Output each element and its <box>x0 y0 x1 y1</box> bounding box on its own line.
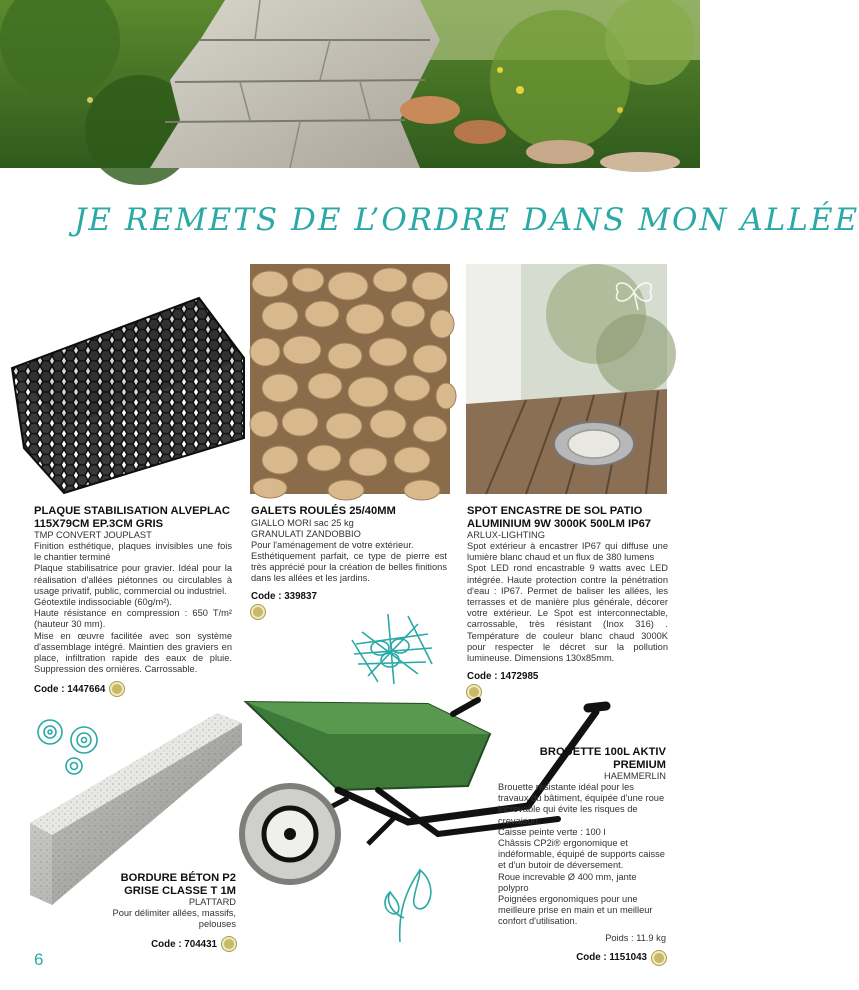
nest-doodle-icon <box>348 604 436 690</box>
desc-line: Caisse peinte verte : 100 l <box>498 826 606 837</box>
hex-grid-photo <box>4 288 248 498</box>
desc-line: Pour délimiter allées, massifs, pelouses <box>112 908 236 930</box>
product-code: Code : 1472985 <box>467 671 539 683</box>
product-brand: TMP CONVERT JOUPLAST <box>34 530 152 540</box>
clover-doodle-icon <box>606 270 662 314</box>
product-brand: GIALLO MORI sac 25 kg <box>251 517 354 528</box>
product-description <box>86 908 236 930</box>
desc-line: Châssis CP2i® ergonomique et indéformable, équipé de supports caisse et d'un butoir de déversement. <box>498 838 665 871</box>
desc-line: Finition esthétique, plaques invisibles une fois le chantier terminé <box>34 541 232 563</box>
product-code: Code : 704431 <box>151 938 217 950</box>
product-galets <box>251 505 447 619</box>
product-brand: PLATTARD <box>188 897 236 907</box>
desc-line: Spot extérieur à encastrer IP67 qui diffuse une lumière blanc chaud et un flux de 380 lumens <box>467 541 668 563</box>
product-code-row <box>498 951 666 965</box>
product-code-row <box>34 682 232 696</box>
page-number: 6 <box>34 950 44 969</box>
product-name: SPOT ENCASTRE DE SOL PATIO ALUMINIUM 9W 3000K 500LM IP67 <box>467 505 652 530</box>
product-brouette <box>498 746 666 965</box>
product-code: Code : 1151043 <box>576 952 647 964</box>
product-brand: ARLUX-LIGHTING <box>467 530 546 540</box>
product-spot <box>467 505 668 699</box>
product-brand: HAEMMERLIN <box>604 771 666 781</box>
desc-line: Roue increvable Ø 400 mm, jante polypro <box>498 871 637 893</box>
eco-badge-icon <box>110 682 124 696</box>
desc-line: Plaque stabilisatrice pour gravier. Idéal pour la réalisation d'allées piétonnes ou circulables à usage privatif, public, commercial ou industriel. <box>34 563 232 596</box>
product-code-row <box>86 937 236 951</box>
eco-badge-icon <box>251 605 265 619</box>
product-alveplac <box>34 505 232 696</box>
product-name: BORDURE BÉTON P2 GRISE CLASSE T 1M <box>120 872 236 897</box>
product-name: BROUETTE 100L AKTIV PREMIUM <box>539 746 666 771</box>
product-description <box>251 540 447 585</box>
desc-line: Haute résistance en compression : 650 T/m² (hauteur 30 mm). <box>34 608 232 630</box>
product-code: Code : 1447664 <box>34 683 106 695</box>
desc-line: Mise en œuvre facilitée avec son système d'assemblage intégré. Maintien des graviers en place, infiltration rapide des eaux de pluie. Suppression des ornières. Carrossable. <box>34 630 232 675</box>
product-name: PLAQUE STABILISATION ALVEPLAC 115X79CM EP.3CM GRIS <box>34 505 230 530</box>
product-description <box>498 782 666 928</box>
desc-line: Pour l'aménagement de votre extérieur. <box>251 539 414 550</box>
product-brand: GRANULATI ZANDOBBIO <box>251 528 361 539</box>
desc-line: Géotextile indissociable (60g/m²). <box>34 597 172 608</box>
desc-line: Spot LED rond encastrable 9 watts avec LED intégrée. Haute protection contre la pénétration d'eau : IP67. Permet de baliser les allées, les terrasses et de manière plus générale, décorer votre extérieur. Le Spot est interconnectable, carrossable, très résistant (Inox 316) . Température de couleur blanc chaud 3000K pour respecter le décret sur la pollution lumineuse. Dimensions 130x85mm. <box>467 563 668 664</box>
garden-path-photo <box>0 0 700 168</box>
product-weight: Poids : 11.9 kg <box>605 932 666 943</box>
eco-badge-icon <box>222 937 236 951</box>
desc-line: Poignées ergonomiques pour une meilleure prise en main et un meilleur confort d'utilisation. <box>498 894 653 927</box>
page-title: JE REMETS DE L’ORDRE DANS MON ALLÉE <box>74 202 859 238</box>
product-bordure <box>86 872 236 951</box>
product-description <box>467 541 668 664</box>
desc-line: Brouette résistante idéal pour les travaux du bâtiment, équipée d'une roue increvable qui évite les risques de crevaison. <box>498 782 665 826</box>
product-description <box>34 541 232 675</box>
pebbles-photo <box>250 264 450 494</box>
product-code: Code : 339837 <box>251 591 317 603</box>
product-name: GALETS ROULÉS 25/40MM <box>251 505 396 517</box>
desc-line: Esthétiquement parfait, ce type de pierre est très apprécié pour la création de belles finitions dans les allées et les jardins. <box>251 550 447 584</box>
eco-badge-icon <box>652 951 666 965</box>
snowdrop-doodle-icon <box>380 862 440 944</box>
